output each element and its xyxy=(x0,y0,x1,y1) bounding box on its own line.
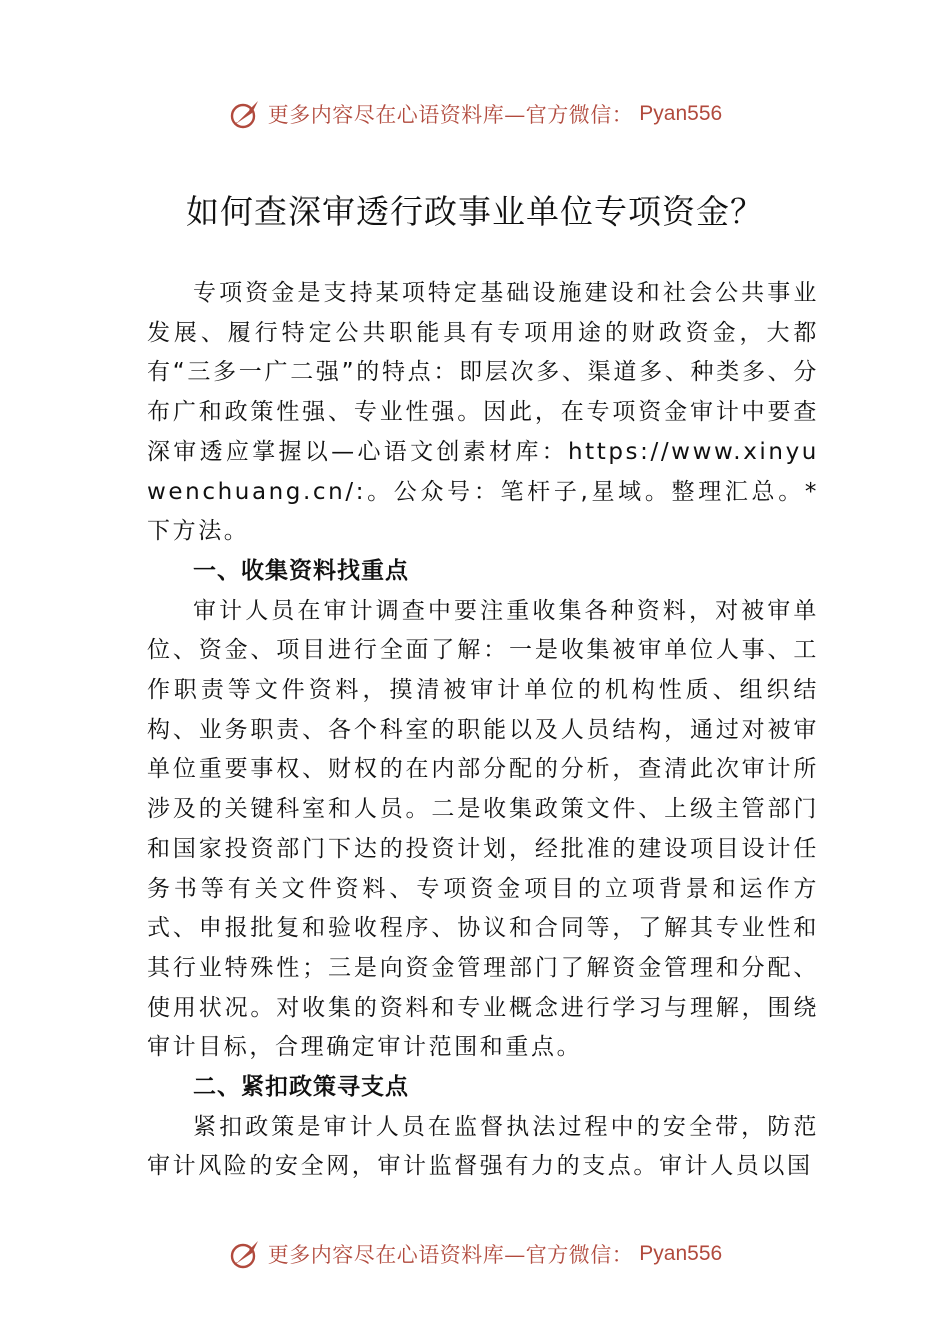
document-title: 如何查深审透行政事业单位专项资金？ xyxy=(186,192,764,231)
document-body xyxy=(147,274,819,1187)
quill-logo-icon xyxy=(228,97,262,131)
watermark-footer xyxy=(0,1234,950,1274)
section-2-paragraph: 紧扣政策是审计人员在监督执法过程中的安全带，防范审计风险的安全网，审计监督强有力的支点。审计人员以国 xyxy=(147,1113,819,1180)
quill-logo-icon xyxy=(228,1237,262,1271)
watermark-header xyxy=(0,94,950,134)
watermark-wechat-id: Pyan556 xyxy=(639,1242,723,1265)
watermark-text: 更多内容尽在心语资料库—官方微信： xyxy=(267,1243,634,1267)
section-1-paragraph: 审计人员在审计调查中要注重收集各种资料，对被审单位、资金、项目进行全面了解：一是收集被审单位人事、工作职责等文件资料，摸清被审计单位的机构性质、组织结构、业务职责、各个科室的职能以及人员结构，通过对被审单位重要事权、财权的在内部分配的分析，查清此次审计所涉及的关键科室和人员。二是收集政策文件、上级主管部门和国家投资部门下达的投资计划，经批准的建设项目设计任务书等有关文件资料、专项资金项目的立项背景和运作方式、申报批复和验收程序、协议和合同等，了解其专业性和其行业特殊性；三是向资金管理部门了解资金管理和分配、使用状况。对收集的资料和专业概念进行学习与理解，围绕审计目标，合理确定审计范围和重点。 xyxy=(147,597,819,1061)
watermark-wechat-id: Pyan556 xyxy=(639,102,723,125)
watermark-text: 更多内容尽在心语资料库—官方微信： xyxy=(267,103,634,127)
intro-paragraph: 专项资金是支持某项特定基础设施建设和社会公共事业发展、履行特定公共职能具有专项用途的财政资金，大都有“三多一广二强”的特点：即层次多、渠道多、种类多、分布广和政策性强、专业性强。因此，在专项资金审计中要查深审透应掌握以—心语文创素材库：https://www.xinyuwenchuang.cn/:。公众号：笔杆子,星域。整理汇总。*下方法。 xyxy=(147,280,819,545)
section-heading-2: 二、紧扣政策寻支点 xyxy=(193,1074,409,1101)
section-heading-1: 一、收集资料找重点 xyxy=(193,557,409,584)
